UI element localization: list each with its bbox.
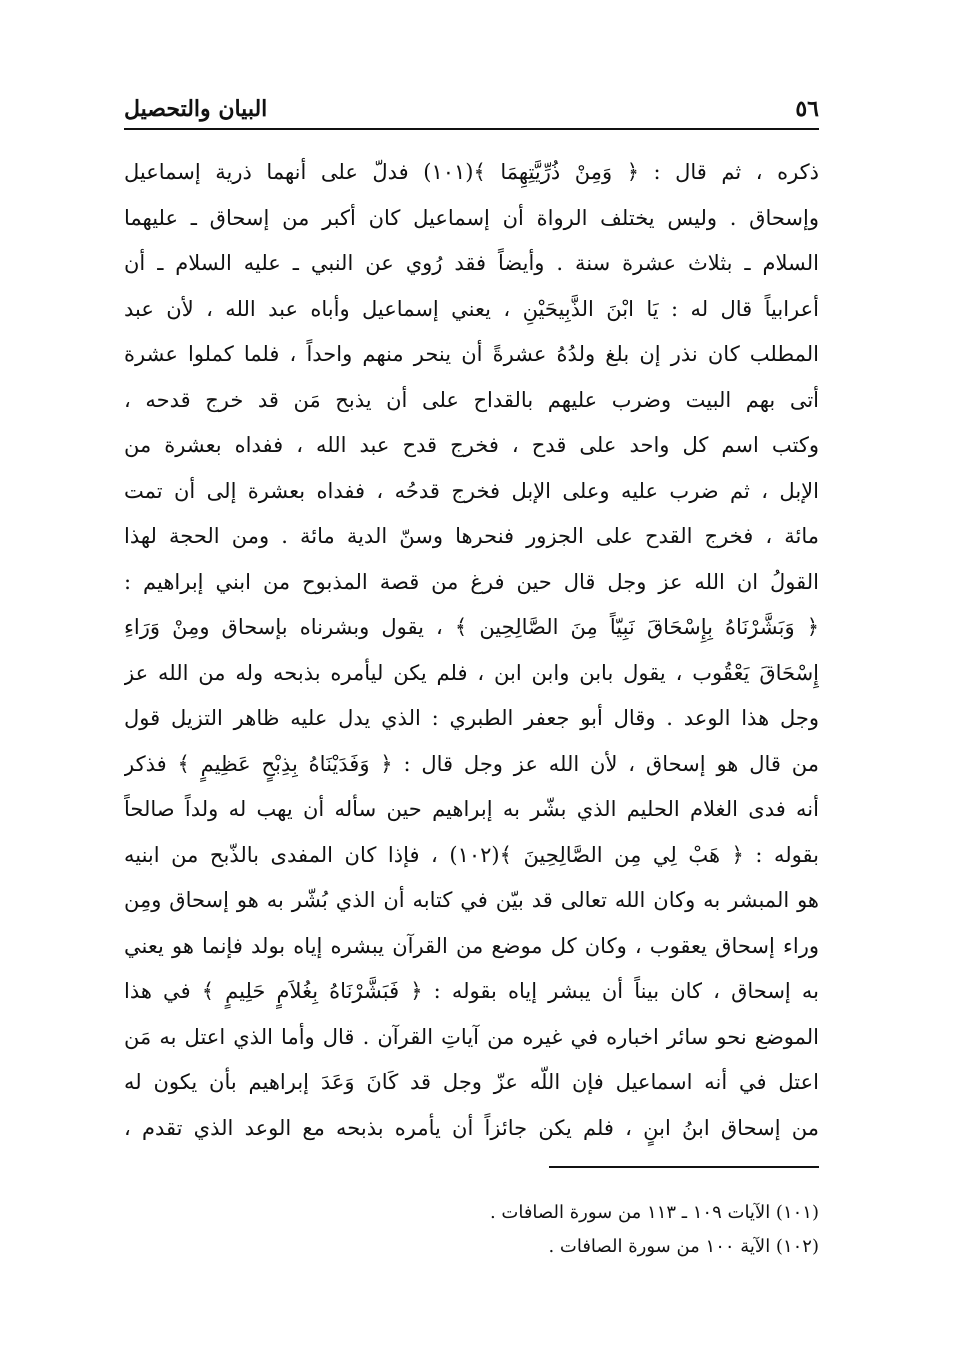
- text-line: إِسْحَاقَ يَعْقُوب ، يقول بابن وابن ابن ، فلم يكن ليأمره بذبحه وله من الله عز: [124, 660, 819, 685]
- text-line: من إسحاق ابنُ ابنٍ ، فلم يكن جائزاً أن يأمره بذبحه مع الوعد الذي تقدم ،: [124, 1115, 819, 1140]
- text-line: من قال هو إسحاق ، لأن الله عز وجل قال : ﴿ وَفَدَيْنَاهُ بِذِبْحٍ عَظِيمٍ ﴾ فذكر: [124, 751, 819, 776]
- text-line: المطلب كان نذر إن بلغ ولدُهُ عشرةً أن ينحر منهم واحداً ، فلما كملوا عشرة: [124, 342, 819, 366]
- footnotes: [124, 1196, 819, 1264]
- text-line: القولُ ان الله عز وجل قال حين فرغ من قصة المذبوح من ابني إبراهيم :: [124, 569, 819, 594]
- text-line: أنه فدى الغلام الحليم الذي بشّر به إبراهيم حين سأله أن يهب له ولداً صالحاً: [124, 797, 819, 821]
- text-line: الإبل ، ثم ضرب عليه وعلى الإبل فخرج قدحُه ، ففداه بعشرة إلى أن تمت: [124, 478, 819, 503]
- running-title: البيان والتحصيل: [124, 96, 268, 122]
- body-text: [124, 150, 819, 1151]
- text-line: اعتل في أنه اسماعيل فإن اللّه عزّ وجل قد كَانَ وَعَدَ إبراهيم بأن يكون له: [124, 1070, 819, 1094]
- text-line: وجل هذا الوعد . وقال أبو جعفر الطبري : الذي يدل عليه ظاهر التزيل قول: [124, 706, 819, 730]
- text-line: وكتب اسم كل واحد على قدح ، فخرج قدح عبد الله ، ففداه بعشرة من: [124, 433, 819, 457]
- text-line: أعرابياً قال له : يَا ابْنَ الذَّبِيحَيْنِ ، يعني إسماعيل وأباه عبد الله ، لأن عبد: [124, 296, 819, 321]
- text-line: به إسحاق ، كان بيناً أن يبشر إياه بقوله : ﴿ فَبَشَّرْنَاهُ بِغُلاَمٍ حَلِيمٍ ﴾ في هذا: [124, 979, 819, 1003]
- text-line: ذكره ، ثم قال : ﴿ وَمِنْ ذُرِّيَّتِهِمَا ﴾(١٠١) فدلّ على أنهما ذرية إسماعيل: [124, 160, 819, 184]
- text-line: أتى بهم البيت وضرب عليهم بالقداح على أن يذبح مَن قد خرج قدحه ،: [124, 387, 819, 412]
- page-header: [124, 82, 819, 130]
- text-line: السلام ـ بثلاث عشرة سنة . وأيضاً فقد رُوي عن النبي ـ عليه السلام ـ أن: [124, 251, 819, 275]
- footnote-divider: [549, 1166, 819, 1168]
- text-line: بقوله : ﴿ هَبْ لِي مِن الصَّالِحِينَ ﴾(١٠٢) ، فإذا كان المفدى بالذّبح من ابنيه: [124, 842, 819, 867]
- footnote-101: (١٠١) الآيات ١٠٩ ـ ١١٣ من سورة الصافات .: [489, 1202, 819, 1223]
- footnote-102: (١٠٢) الآية ١٠٠ من سورة الصافات .: [548, 1236, 819, 1257]
- text-line: وراء إسحاق يعقوب ، وكان كل موضع من القرآن يبشره إياه بولد فإنما هو يعني: [124, 933, 819, 958]
- text-line: هو المبشر به وكان الله تعالى قد بيّن في كتابه أن الذي بُشّر به هو إسحاق ومِن: [124, 888, 819, 912]
- text-line: وإسحاق . وليس يختلف الرواة أن إسماعيل كان أكبر من إسحاق ـ عليهما: [124, 205, 819, 230]
- page-number: ٥٦: [795, 96, 819, 122]
- text-line: الموضع نحو سائر اخباره في غيره من آياتِ القرآن . قال وأما الذي اعتل به مَن: [124, 1024, 819, 1049]
- text-line: ﴿ وَبَشَّرْنَاهُ بِإِسْحَاقَ نَبِيّاً مِنَ الصَّالِحِين ﴾ ، يقول وبشرناه بإسحاق ومِنْ وَرَاءِ: [124, 615, 819, 639]
- text-line: مائة ، فخرج القدح على الجزور فنحرها وسنّ الدية مائة . ومن الحجة لهذا: [124, 524, 819, 548]
